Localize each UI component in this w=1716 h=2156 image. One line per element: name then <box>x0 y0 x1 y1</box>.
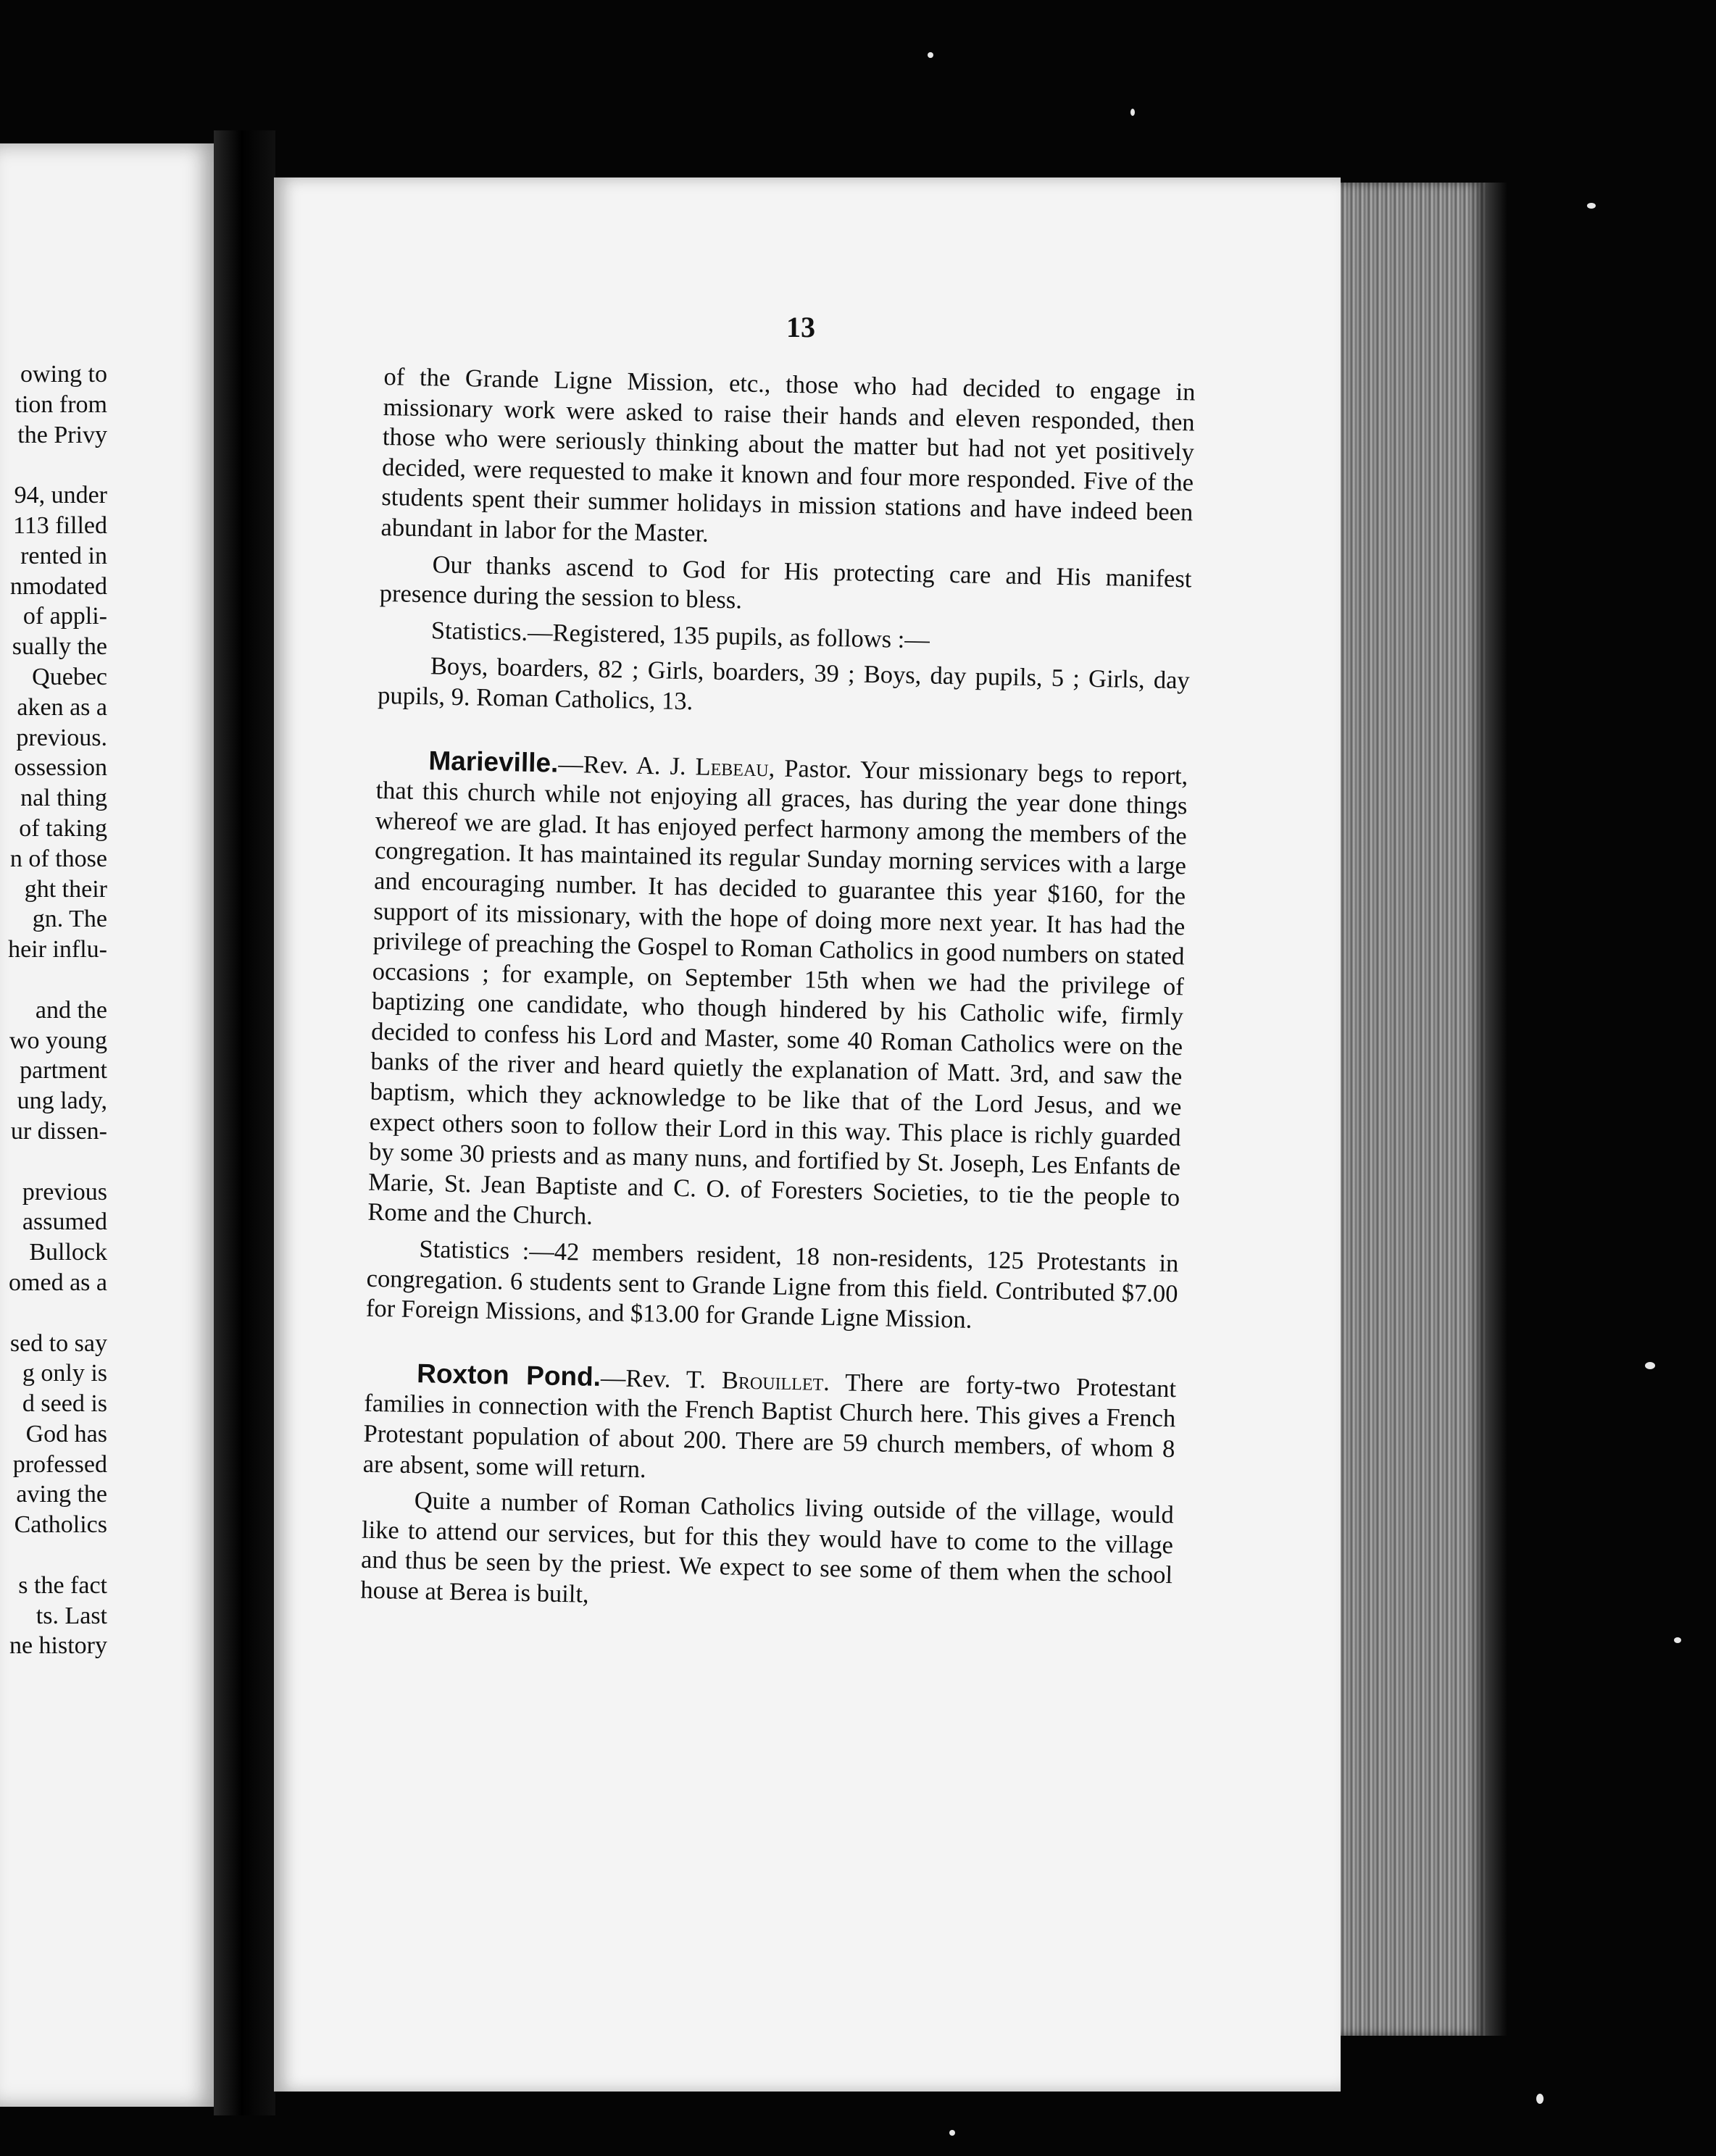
left-page-line: Bullock <box>29 1239 107 1266</box>
left-page-line: ung lady, <box>17 1087 107 1115</box>
left-page-line: g only is <box>22 1360 107 1387</box>
marieville-byline-suffix: , Pastor. <box>768 753 852 784</box>
roxton-byline-prefix: —Rev. T. <box>600 1363 722 1395</box>
marieville-heading: Marieville. <box>428 745 559 778</box>
left-page-line: d seed is <box>22 1390 107 1418</box>
page-edge-shadow <box>1486 183 1507 2036</box>
left-page-line: God has <box>25 1420 107 1447</box>
roxton-byline-suffix: . <box>822 1368 830 1396</box>
left-page-line: of appli- <box>22 603 107 630</box>
film-speck <box>1674 1637 1681 1643</box>
left-page-line: professed <box>12 1450 107 1478</box>
marieville-pastor-name: Lebeau <box>695 752 770 782</box>
left-page-line: aving the <box>16 1481 107 1508</box>
film-speck <box>949 2130 955 2136</box>
film-speck <box>1130 109 1135 116</box>
roxton-pond-section <box>362 1358 1176 1495</box>
left-page-line: wo young <box>9 1027 107 1054</box>
left-page-line: nmodated <box>9 572 107 600</box>
left-page-line: and the <box>35 996 107 1024</box>
left-page-line: n of those <box>9 845 107 872</box>
left-page-line: tion from <box>14 390 107 418</box>
marieville-byline-prefix: —Rev. A. J. <box>557 750 696 780</box>
left-page-gap <box>0 1147 107 1177</box>
intro-breakdown: Boys, boarders, 82 ; Girls, boarders, 39 ; Boys, day pupils, 5 ; Girls, day pupils, 9. Roman Catholics, 13. <box>377 652 1191 716</box>
page-body <box>360 362 1196 1621</box>
left-page-line: assumed <box>22 1208 107 1236</box>
marieville-body: Your missionary begs to report, that this church while not enjoying all graces, has during the year done things whereof we are glad. It has enjoyed perfect harmony among the members of the congregation. It has maintained its regular Sunday morning services with a large and encouraging number. It has decided to guarantee this year $160, for the support of its missionary, with the hope of doing more next year. It has had the privilege of preaching the Gospel to Roman Catholics in good numbers on stated occasions ; for example, on September 15th when we had the privilege of baptizing one candidate, who though hindered by his Catholic wife, firmly decided to confess his Lord and Master, some 40 Roman Catholics were on the banks of the river and heard quietly the explanation of Matt. 3rd, and saw the baptism, which they acknowledge to be like that of the Lord Jesus, and we expect others soon to follow their Lord in this way. This place is richly guarded by some 30 priests and as many nuns, and fortified by St. Joseph, Les Enfants de Marie, St. Jean Baptiste and C. O. of Foresters Societies, to tie the people to Rome and the Church. <box>367 756 1188 1231</box>
left-page-line: partment <box>20 1057 107 1085</box>
roxton-paragraph-2: Quite a number of Roman Catholics living outside of the village, would like to attend our services, but for this they would have to come to the village and thus be seen by the priest. We expect to see some of them when the school house at Berea is built, <box>360 1487 1175 1608</box>
film-speck <box>1645 1362 1655 1369</box>
left-page-line: previous <box>22 1178 107 1206</box>
left-page-line: rented in <box>20 542 107 569</box>
film-speck <box>1587 203 1596 209</box>
book-gutter <box>214 130 275 2115</box>
left-page-line: s the fact <box>18 1571 107 1599</box>
left-page-line: aken as a <box>17 693 107 721</box>
left-page-line: Quebec <box>32 663 107 690</box>
left-page-line: 94, under <box>14 482 107 509</box>
left-page-gap <box>0 450 107 480</box>
left-page-line: ght their <box>24 875 107 903</box>
left-page-text <box>0 359 107 1661</box>
left-page-line: ossession <box>14 754 107 782</box>
marieville-section <box>367 744 1188 1243</box>
left-page-line: of taking <box>19 814 107 842</box>
left-page-line: omed as a <box>9 1269 107 1296</box>
thanks-paragraph: Our thanks ascend to God for His protecting care and His manifest presence during the session to bless. <box>379 550 1192 614</box>
left-page-line: nal thing <box>20 785 107 812</box>
left-page-line: 113 filled <box>13 511 107 539</box>
left-page-gap <box>0 965 107 995</box>
film-speck <box>928 52 933 58</box>
intro-statistics: Statistics.—Registered, 135 pupils, as follows :— <box>430 617 930 654</box>
marieville-statistics: Statistics :—42 members resident, 18 non-residents, 125 Protestants in congregation. 6 students sent to Grande Ligne from this field. Contributed $7.00 for Foreign Missions, and $13.00 for Grande Ligne Mission. <box>365 1235 1179 1334</box>
left-page-line: the Privy <box>17 421 107 448</box>
left-page-line: sed to say <box>9 1329 107 1357</box>
left-page-line: sually the <box>12 633 107 661</box>
page-edges <box>1341 183 1486 2036</box>
roxton-body: There are forty-two Protestant families in connection with the French Baptist Church here. This gives a French Protestant population of about 200. There are 59 church members, of whom 8 are absent, some will return. <box>362 1368 1177 1483</box>
left-page-line: ts. Last <box>36 1602 107 1629</box>
left-page-gap <box>0 1540 107 1571</box>
left-page-line: ne history <box>9 1632 107 1660</box>
roxton-pastor-name: Brouillet <box>721 1366 824 1396</box>
left-page-line: ur dissen- <box>10 1117 107 1145</box>
left-page-gap <box>0 1298 107 1329</box>
left-page-line: heir influ- <box>8 936 107 964</box>
film-speck <box>1536 2094 1544 2104</box>
left-page-line: Catholics <box>14 1511 107 1539</box>
left-page-line: owing to <box>20 361 107 388</box>
roxton-pond-heading: Roxton Pond. <box>416 1358 601 1392</box>
left-page-line: previous. <box>16 724 107 751</box>
intro-paragraph: of the Grande Ligne Mission, etc., those who had decided to engage in missionary work were asked to raise their hands and eleven responded, then those who were seriously thinking about the matter but had not yet positively decided, were requested to make it known and four more responded. Five of the students spent their summer holidays in mission stations and have indeed been abundant in labor for the Master. <box>380 362 1196 548</box>
left-page-line: gn. The <box>32 906 107 933</box>
page-number: 13 <box>786 311 815 343</box>
